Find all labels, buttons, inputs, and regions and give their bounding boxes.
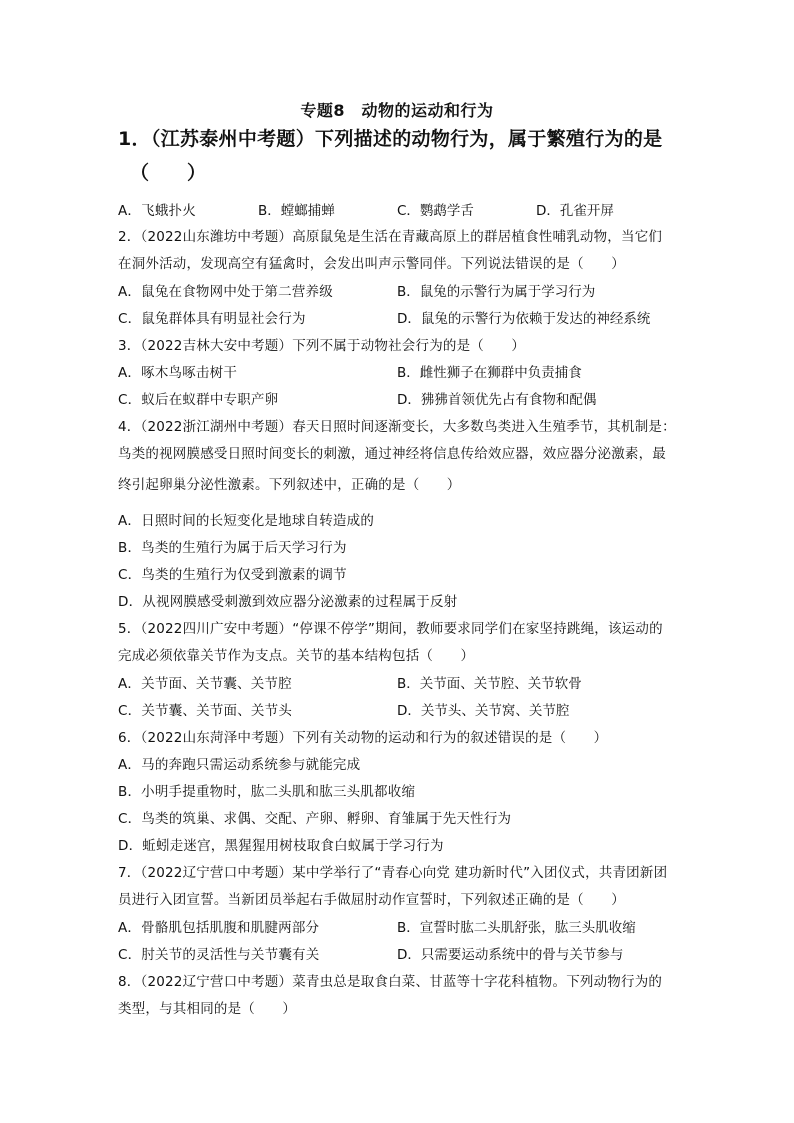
q6-option-d: D．蚯蚓走迷宫，黑猩猩用树枝取食白蚁属于学习行为: [118, 838, 444, 854]
q6-option-a: A．马的奔跑只需运动系统参与就能完成: [118, 757, 361, 773]
q2-option-a: A．鼠兔在食物网中处于第二营养级: [118, 284, 333, 300]
q4-stem-line3: 终引起卵巢分泌性激素。下列叙述中，正确的是（ ）: [118, 477, 461, 493]
q6-stem-line1: 6．（2022山东菏泽中考题）下列有关动物的运动和行为的叙述错误的是（ ）: [118, 730, 608, 746]
q3-option-a: A．啄木鸟啄击树干: [118, 365, 238, 381]
q4-stem-line2: 鸟类的视网膜感受日照时间变长的刺激，通过神经将信息传给效应器，效应器分泌激素，最: [118, 446, 666, 462]
q8-stem-line2: 类型，与其相同的是（ ）: [118, 1001, 297, 1017]
q7-option-c: C．肘关节的灵活性与关节囊有关: [118, 947, 320, 963]
q4-option-d: D．从视网膜感受刺激到效应器分泌激素的过程属于反射: [118, 594, 458, 610]
q1-option-a: A．飞蛾扑火: [118, 203, 196, 219]
q2-option-b: B．鼠兔的示警行为属于学习行为: [397, 284, 596, 300]
page-title: 专题8 动物的运动和行为: [300, 101, 494, 120]
q4-option-c: C．鸟类的生殖行为仅受到激素的调节: [118, 567, 347, 583]
q5-option-d: D．关节头、关节窝、关节腔: [397, 703, 570, 719]
q1-option-b: B．螳螂捕蝉: [258, 203, 335, 219]
q7-option-b: B．宣誓时肱二头肌舒张，肱三头肌收缩: [397, 920, 636, 936]
q3-stem-line1: 3．（2022吉林大安中考题）下列不属于动物社会行为的是（ ）: [118, 338, 526, 354]
q5-option-b: B．关节面、关节腔、关节软骨: [397, 676, 582, 692]
q7-option-a: A．骨骼肌包括肌腹和肌腱两部分: [118, 920, 320, 936]
q2-option-c: C．鼠兔群体具有明显社会行为: [118, 311, 306, 327]
q5-stem-line1: 5．（2022四川广安中考题）“停课不停学”期间，教师要求同学们在家坚持跳绳，该运动的: [118, 621, 663, 637]
q1-option-c: C．鹦鹉学舌: [397, 203, 474, 219]
q5-option-a: A．关节面、关节囊、关节腔: [118, 676, 292, 692]
q2-stem-line1: 2．（2022山东潍坊中考题）高原鼠兔是生活在青藏高原上的群居植食性哺乳动物，当它们: [118, 229, 663, 245]
q1-option-d: D．孔雀开屏: [536, 203, 614, 219]
q4-stem-line1: 4．（2022浙江湖州中考题）春天日照时间逐渐变长，大多数鸟类进入生殖季节，其机制是：: [118, 419, 676, 435]
q4-option-b: B．鸟类的生殖行为属于后天学习行为: [118, 540, 347, 556]
q6-option-b: B．小明手提重物时，肱二头肌和肱三头肌都收缩: [118, 784, 416, 800]
q7-option-d: D．只需要运动系统中的骨与关节参与: [397, 947, 624, 963]
q2-option-d: D．鼠兔的示警行为依赖于发达的神经系统: [397, 311, 651, 327]
q3-option-d: D．狒狒首领优先占有食物和配偶: [397, 392, 597, 408]
q4-option-a: A．日照时间的长短变化是地球自转造成的: [118, 513, 375, 529]
q6-option-c: C．鸟类的筑巢、求偶、交配、产卵、孵卵、育雏属于先天性行为: [118, 811, 512, 827]
q8-stem-line1: 8．（2022辽宁营口中考题）菜青虫总是取食白菜、甘蓝等十字花科植物。下列动物行为的: [118, 974, 663, 990]
q1-stem-line2: （ ）: [130, 162, 207, 184]
q2-stem-line2: 在洞外活动，发现高空有猛禽时，会发出叫声示警同伴。下列说法错误的是（ ）: [118, 256, 625, 272]
q3-option-c: C．蚁后在蚁群中专职产卵: [118, 392, 279, 408]
q1-stem-line1: 1．（江苏泰州中考题）下列描述的动物行为，属于繁殖行为的是: [118, 128, 663, 150]
q5-stem-line2: 完成必须依靠关节作为支点。关节的基本结构包括（ ）: [118, 648, 475, 664]
q5-option-c: C．关节囊、关节面、关节头: [118, 703, 293, 719]
q3-option-b: B．雌性狮子在狮群中负责捕食: [397, 365, 582, 381]
q7-stem-line1: 7．（2022辽宁营口中考题）某中学举行了“青春心向党 建功新时代”入团仪式，共青团新团: [118, 865, 668, 881]
q7-stem-line2: 员进行入团宣誓。当新团员举起右手做屈肘动作宣誓时，下列叙述正确的是（ ）: [118, 892, 625, 908]
